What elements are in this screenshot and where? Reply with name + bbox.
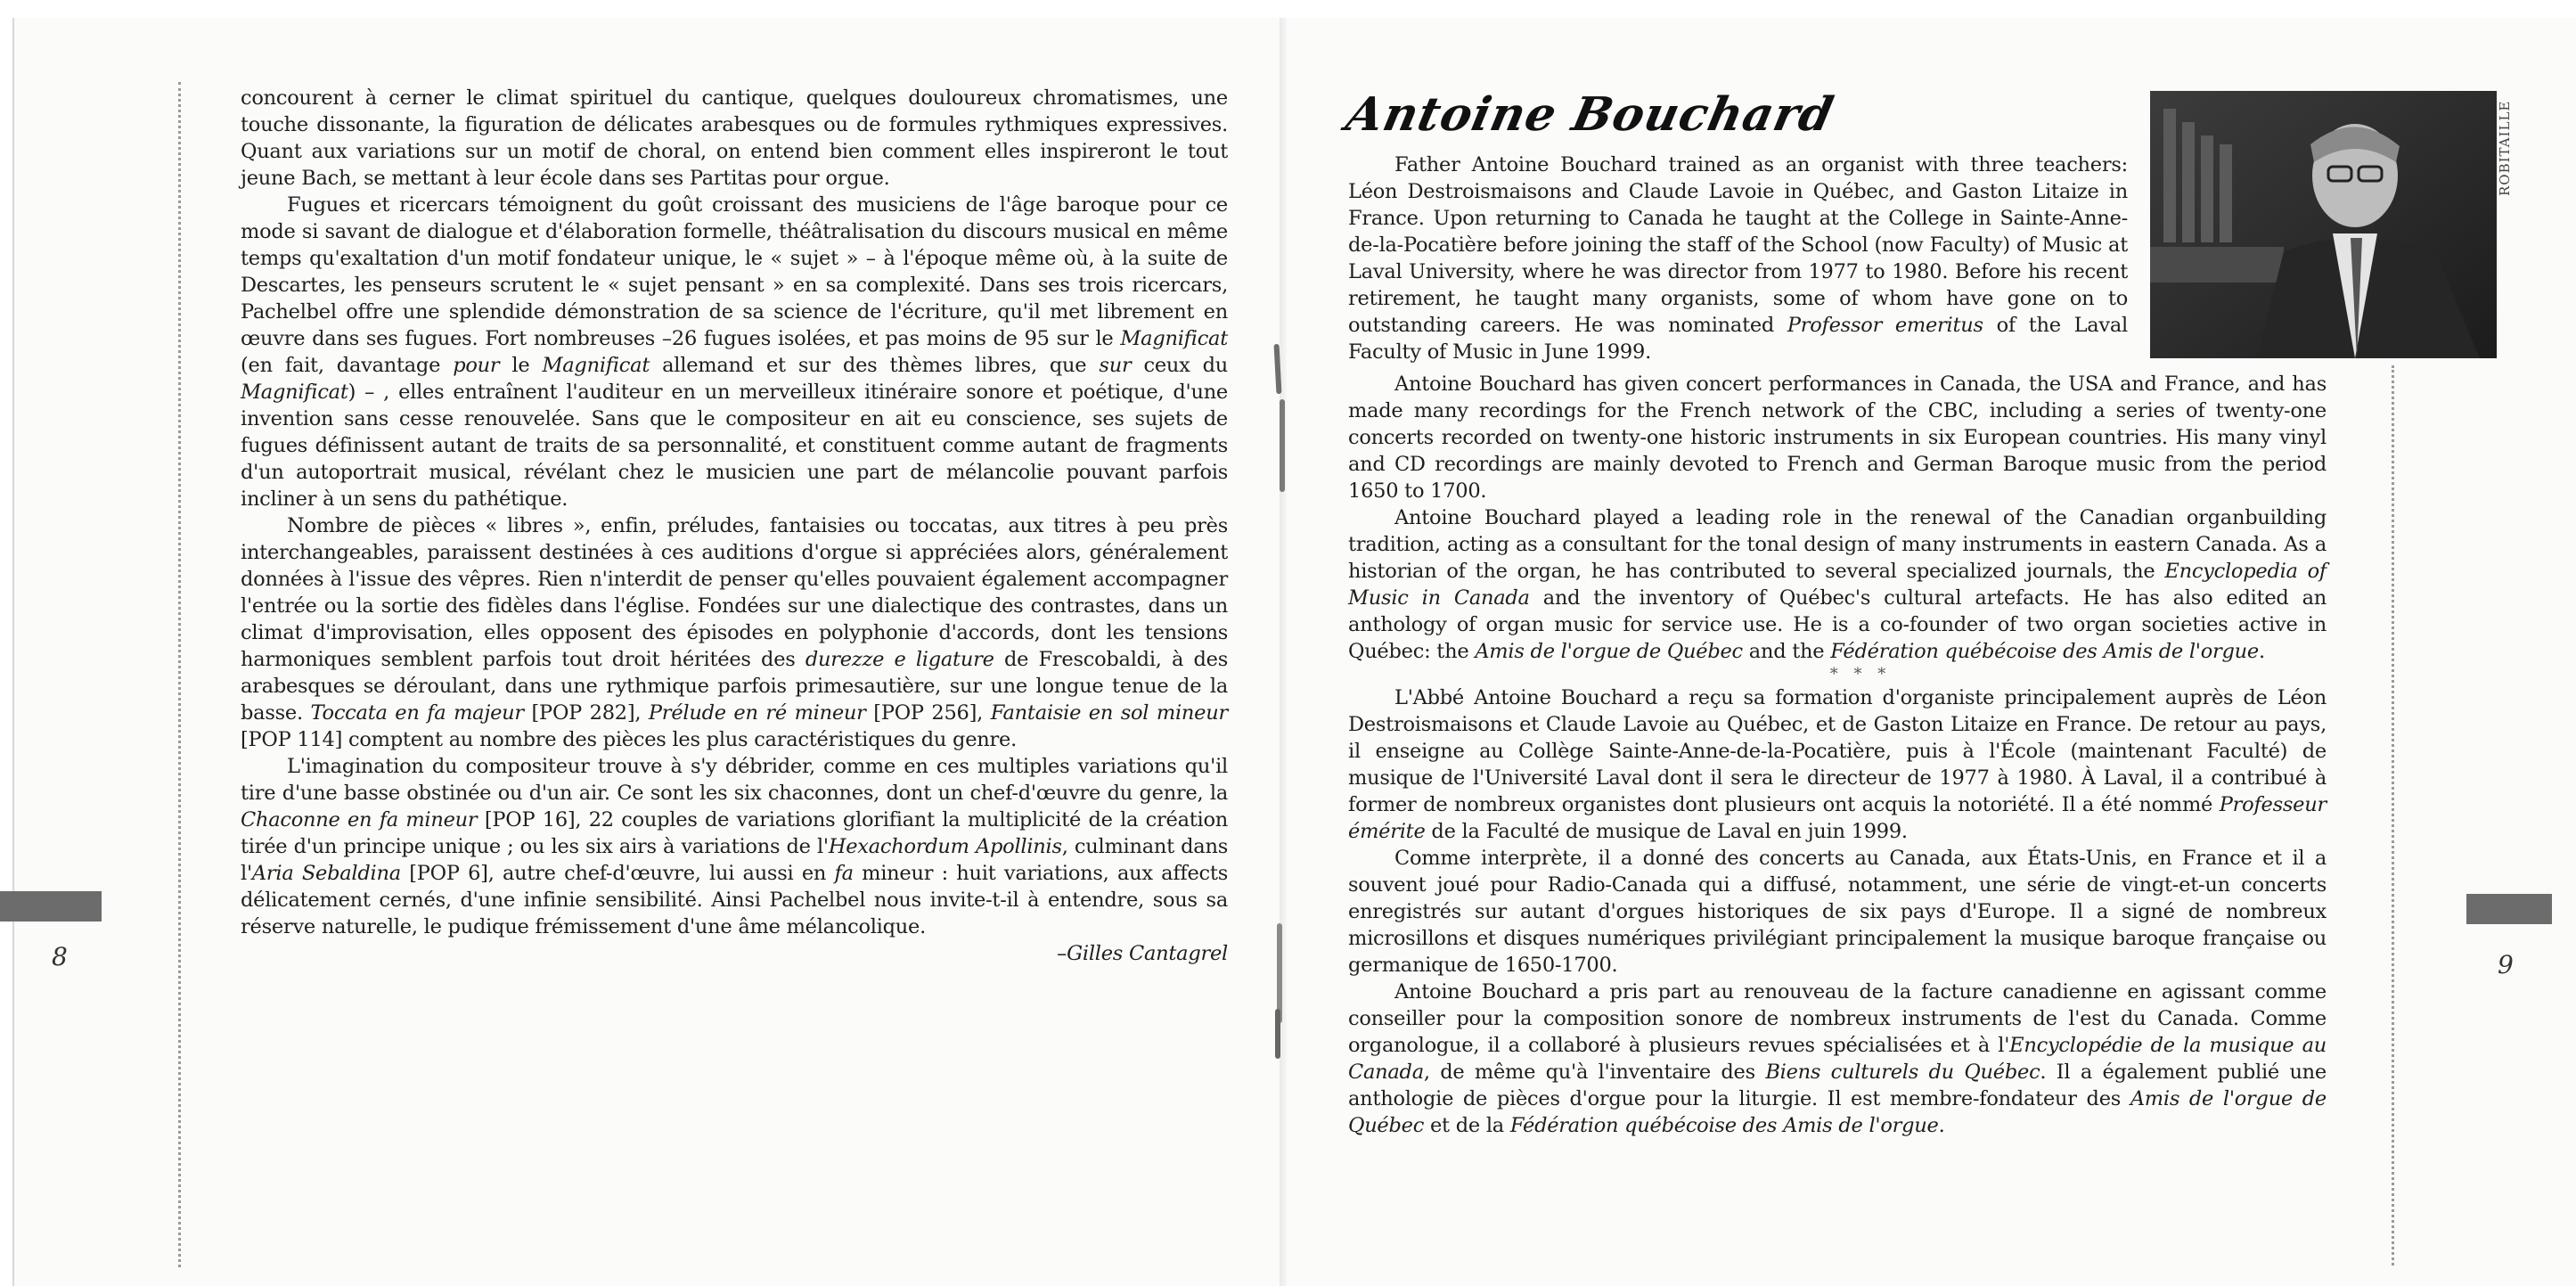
italic-text: Toccata en fa majeur	[310, 701, 524, 725]
section-separator: * * *	[1829, 665, 1892, 684]
text-run: Father Antoine Bouchard trained as an organist with three teachers: Léon Destroismaisons and Claude Lavoie in Québec, and Gaston Litaize in France. Upon returning to Canada he taught at the College in Sainte-Anne-de-la-Pocatière before joining the staff of the School (now Faculty) of Music at Laval University, where he was director from 1977 to 1980. Before his recent retirement, he taught many organists, some of whom have gone on to outstanding careers. He was nominated	[1348, 153, 2128, 337]
text-run: ceux du	[1131, 354, 1229, 377]
text-run: Antoine Bouchard has given concert performances in Canada, the USA and France, and has made many recordings for the French network of the CBC, including a series of twenty-one concerts recorded on twenty-one historic instruments in six European countries. His many vinyl and CD recordings are mainly devoted to French and German Baroque music from the period 1650 to 1700.	[1348, 373, 2327, 503]
text-run: Comme interprète, il a donné des concerts au Canada, aux États-Unis, en France et il a souvent joué pour Radio-Canada qui a diffusé, notamment, une série de vingt-et-un concerts enregistrés sur autant d'orgues historiques de six pays d'Europe. Il a signé de nombreux microsillons et disques numériques privilégiant principalement la musique baroque française ou germanique de 1650-1700.	[1348, 847, 2327, 977]
text-run: Antoine Bouchard played a leading role in the renewal of the Canadian organbuilding tradition, acting as a consultant for the tonal design of many instruments in eastern Canada. As a historian of the organ, he has contributed to several specialized journals, the	[1348, 506, 2327, 583]
text-run: L'Abbé Antoine Bouchard a reçu sa formation d'organiste principalement auprès de Léon Destroismaisons et Claude Lavoie au Québec, et de Gaston Litaize en France. De retour au pays, il enseigne au Collège Sainte-Anne-de-la-Pocatière, puis à l'École (maintenant Faculté) de musique de l'Université Laval dont il sera le directeur de 1977 à 1980. À Laval, il a contribué à former de nombreux organistes dont plusieurs ont acquis la notoriété. Il a été nommé	[1348, 686, 2327, 816]
text-run: [POP 256],	[865, 701, 991, 725]
text-run: and the	[1742, 640, 1831, 663]
page-number-right: 9	[2498, 950, 2514, 979]
portrait-illustration	[2150, 91, 2497, 358]
text-run: et de la	[1424, 1114, 1510, 1137]
paragraph	[241, 753, 1228, 940]
paragraph	[1348, 845, 2327, 979]
text-run: , culminant dans l'	[241, 835, 1228, 885]
text-run: de Frescobaldi, à des arabesques se déroulant, dans une rythmique parfois primesautière, sur une longue tenue de la basse.	[241, 648, 1228, 725]
paragraph	[1348, 371, 2327, 504]
left-tab-marker	[0, 891, 102, 921]
italic-text: Professeur émérite	[1348, 793, 2327, 843]
paragraph	[1348, 152, 2128, 365]
italic-text: Encyclopedia of Music in Canada	[1348, 560, 2327, 610]
left-paragraphs	[241, 85, 1228, 940]
italic-text: Magnificat	[1120, 327, 1228, 350]
paragraph	[241, 512, 1228, 753]
left-margin-rule	[178, 82, 181, 1267]
text-run: le	[499, 354, 543, 377]
left-text-column	[241, 85, 1228, 967]
right-text-beside-photo	[1348, 152, 2128, 365]
text-run: L'imagination du compositeur trouve à s'y débrider, comme en ces multiples variations qu'il tire d'une basse obstinée ou d'un air. Ce sont les six chaconnes, dont un chef-d'œuvre du genre, la	[241, 755, 1228, 805]
paragraph	[241, 192, 1228, 512]
text-run: [POP 16], 22 couples de variations glorifiant la multiplicité de la création tirée d'un principe unique ; ou les six airs à variations de l'	[241, 808, 1229, 858]
author-signature: –Gilles Cantagrel	[1057, 942, 1228, 965]
text-run: . Il a également publié une anthologie de pièces d'orgue pour la liturgie. Il est membre-fondateur des	[1348, 1061, 2327, 1110]
text-run: Fugues et ricercars témoignent du goût croissant des musiciens de l'âge baroque pour ce mode si savant de dialogue et d'élaboration formelle, théâtralisation du discours musical en même temps qu'exaltation d'un motif fondateur unique, le « sujet » – à l'époque même où, à la suite de Descartes, les penseurs scrutent le « sujet pensant » en sa complexité. Dans ses trois ricercars, Pachelbel offre une splendide démonstration de sa science de l'écriture, qu'il met librement en œuvre dans ses fugues. Fort nombreuses –26 fugues isolées, et pas moins de 95 sur le	[241, 193, 1228, 350]
book-fold	[1280, 18, 1287, 1286]
text-run: [POP 282],	[523, 701, 649, 725]
italic-text: Aria Sebaldina	[251, 862, 401, 885]
italic-text: Fédération québécoise des Amis de l'orgue	[1830, 640, 2259, 663]
right-text-column	[1348, 371, 2327, 1139]
paragraph	[1348, 504, 2327, 665]
text-run: Nombre de pièces « libres », enfin, préludes, fantaisies ou toccatas, aux titres à peu près interchangeables, paraissent destinées à ces auditions d'orgue si appréciées alors, généralement données à l'issue des vêpres. Rien n'interdit de penser qu'elles pouvaient également accompagner l'entrée ou la sortie des fidèles dans l'église. Fondées sur une dialectique des contrastes, dans un climat d'improvisation, elles opposent des épisodes en polyphonie d'accords, dont les tensions harmoniques semblent parfois tout droit héritées des	[241, 514, 1228, 671]
text-run: Antoine Bouchard a pris part au renouveau de la facture canadienne en agissant comme conseiller pour la composition sonore de nombreux instruments de l'est du Canada. Comme organologue, il a collaboré à plusieurs revues spécialisées et à l'	[1348, 980, 2327, 1057]
italic-text: Prélude en ré mineur	[648, 701, 866, 725]
biography-heading: Antoine Bouchard	[1341, 87, 1839, 142]
text-run: mineur : huit variations, aux affects délicatement cernés, d'une infinie sensibilité. Ainsi Pachelbel nous invite-t-il à entendre, sous sa réserve naturelle, le pudique frémissement d'une âme mélancolique.	[241, 862, 1228, 938]
italic-text: Fédération québécoise des Amis de l'orgue	[1509, 1114, 1939, 1137]
italic-text: Biens culturels du Québec	[1765, 1061, 2040, 1084]
text-run: allemand et sur des thèmes libres, que	[650, 354, 1100, 377]
text-run: of the Laval Faculty of Music in June 1999.	[1348, 314, 2128, 364]
text-run: .	[2259, 640, 2265, 663]
text-run: ) – , elles entraînent l'auditeur en un merveilleux itinéraire sonore et poétique, d'une invention sans cesse renouvelée. Sans que le compositeur en ait eu conscience, ses sujets de fugues définissent autant de traits de sa personnalité, et constituent comme autant de fragments d'un autoportrait musical, révélant chez le musicien une part de mélancolie pouvant parfois incliner à un sens du pathétique.	[241, 381, 1228, 511]
right-tab-marker	[2466, 894, 2552, 924]
paragraph	[1348, 979, 2327, 1139]
portrait-photo	[2150, 91, 2497, 358]
text-run: .	[1938, 1114, 1945, 1137]
italic-text: Amis de l'orgue de Québec	[1348, 1087, 2327, 1137]
text-run: and the inventory of Québec's cultural artefacts. He has also edited an anthology of organ music for service use. He is a co-founder of two organ societies active in Québec: the	[1348, 586, 2327, 663]
staple-top-b	[1280, 399, 1285, 492]
text-run: [POP 114] comptent au nombre des pièces les plus caractéristiques du genre.	[241, 728, 1017, 751]
italic-text: Encyclopédie de la musique au Canada	[1348, 1034, 2327, 1084]
italic-text: durezze e ligature	[805, 648, 994, 671]
italic-text: pour	[453, 354, 500, 377]
text-run: concourent à cerner le climat spirituel du cantique, quelques douloureux chromatismes, une touche dissonante, la figuration de délicates arabesques ou de formules rythmiques expressives. Quant aux variations sur un motif de choral, on entend bien comment elles inspireront le tout jeune Bach, se mettant à leur école dans ses Partitas pour orgue.	[241, 86, 1228, 190]
text-run: de la Faculté de musique de Laval en juin 1999.	[1425, 820, 1908, 843]
italic-text: Professor emeritus	[1787, 314, 1983, 337]
italic-text: sur	[1099, 354, 1132, 377]
right-margin-rule	[2392, 365, 2394, 1266]
italic-text: Fantaisie en sol mineur	[990, 701, 1228, 725]
staple-bottom-b	[1275, 1009, 1280, 1059]
photo-credit: ROBITAILLE	[2497, 100, 2513, 196]
italic-text: Magnificat	[241, 381, 348, 404]
page-number-left: 8	[52, 942, 68, 971]
paragraph	[1348, 684, 2327, 845]
text-run: (en fait, davantage	[241, 354, 454, 377]
italic-text: Hexachordum Apollinis	[828, 835, 1062, 858]
text-run: [POP 6], autre chef-d'œuvre, lui aussi en	[400, 862, 835, 885]
italic-text: Amis de l'orgue de Québec	[1475, 640, 1743, 663]
paragraph	[241, 85, 1228, 192]
italic-text: Chaconne en fa mineur	[241, 808, 478, 831]
italic-text: fa	[834, 862, 854, 885]
italic-text: Magnificat	[542, 354, 650, 377]
text-run: , de même qu'à l'inventaire des	[1423, 1061, 1766, 1084]
